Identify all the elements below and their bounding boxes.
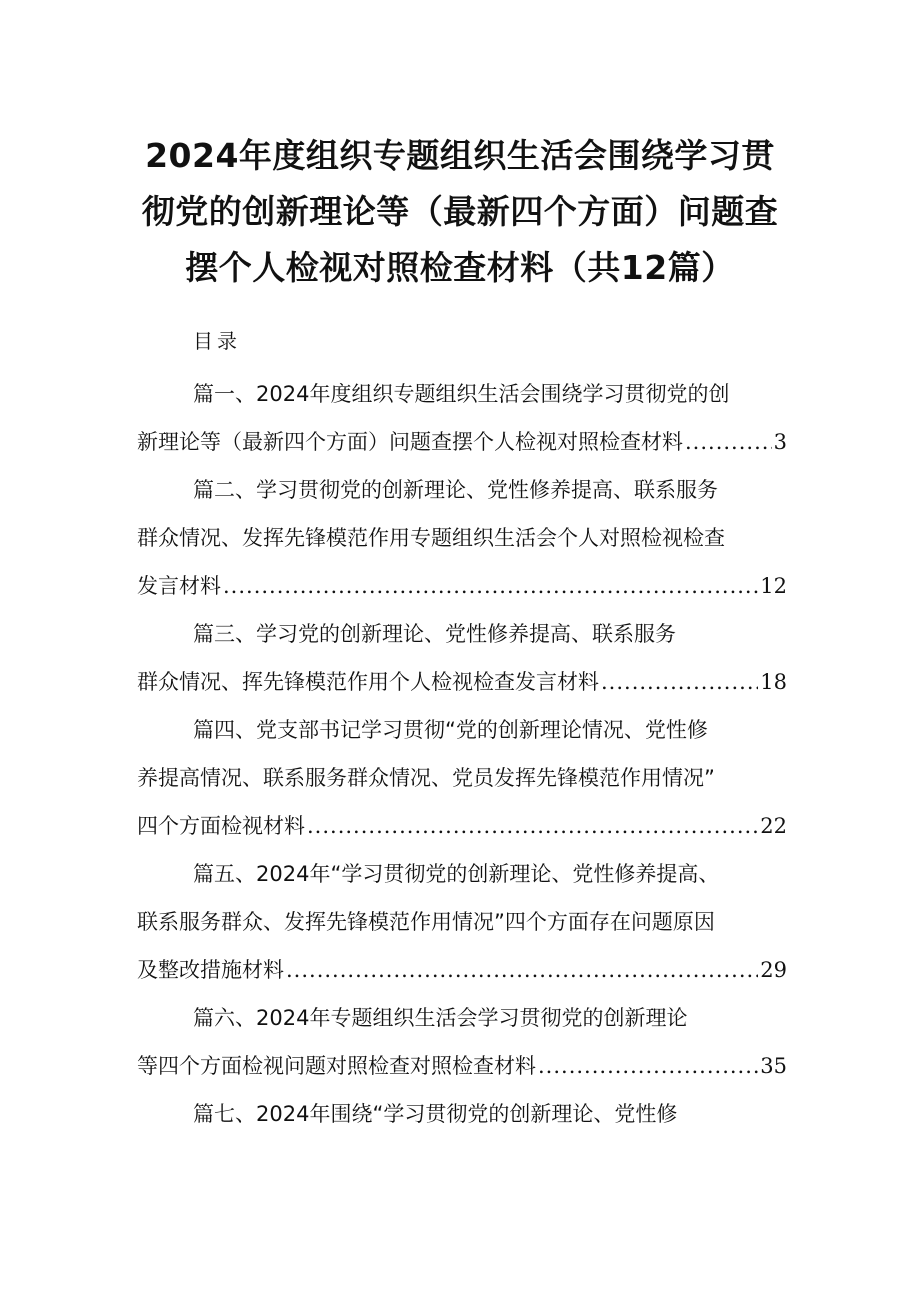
toc-entry-6[interactable] xyxy=(137,994,787,1090)
toc-page-number: 3 xyxy=(773,430,787,454)
toc-entry-3[interactable] xyxy=(137,610,787,706)
toc-entry-line: 联系服务群众、发挥先锋模范作用情况”四个方面存在问题原因 xyxy=(137,910,715,934)
toc-entry-last-line xyxy=(137,1042,787,1090)
dot-leader xyxy=(307,802,758,850)
toc-entry-line: 群众情况、发挥先锋模范作用专题组织生活会个人对照检视检查 xyxy=(137,526,725,550)
toc-entry-last-line xyxy=(137,418,787,466)
toc-entry-line: 篇六、2024年专题组织生活会学习贯彻党的创新理论 xyxy=(193,1006,688,1030)
toc-entry-text: 及整改措施材料 xyxy=(137,958,284,982)
toc-entry-1[interactable] xyxy=(137,370,787,466)
toc-entry-last-line xyxy=(137,802,787,850)
toc-entry-line: 养提高情况、联系服务群众情况、党员发挥先锋模范作用情况” xyxy=(137,766,715,790)
document-title xyxy=(120,128,800,296)
toc-entry-line: 篇四、党支部书记学习贯彻“党的创新理论情况、党性修 xyxy=(193,718,708,742)
toc-entry-last-line xyxy=(137,562,787,610)
toc-page-number: 35 xyxy=(760,1054,787,1078)
toc-entry-text: 四个方面检视材料 xyxy=(137,814,305,838)
title-line-1: 2024年度组织专题组织生活会围绕学习贯 xyxy=(145,136,775,175)
toc-entry-text: 发言材料 xyxy=(137,574,221,598)
toc-page-number: 18 xyxy=(760,670,787,694)
toc-page-number: 29 xyxy=(760,958,787,982)
toc-entry-line: 篇二、学习贯彻党的创新理论、党性修养提高、联系服务 xyxy=(193,478,718,502)
toc-entry-line: 篇三、学习党的创新理论、党性修养提高、联系服务 xyxy=(193,622,676,646)
dot-leader xyxy=(223,562,758,610)
toc-entry-text: 等四个方面检视问题对照检查对照检查材料 xyxy=(137,1054,536,1078)
title-line-2: 彻党的创新理论等（最新四个方面）问题查 xyxy=(141,192,779,231)
toc-entry-7[interactable] xyxy=(137,1090,787,1138)
toc-entry-line: 篇一、2024年度组织专题组织生活会围绕学习贯彻党的创 xyxy=(193,382,730,406)
title-line-3: 摆个人检视对照检查材料（共12篇） xyxy=(185,248,735,287)
dot-leader xyxy=(601,658,758,706)
toc-entry-last-line xyxy=(137,946,787,994)
toc-entry-line: 篇七、2024年围绕“学习贯彻党的创新理论、党性修 xyxy=(193,1102,678,1126)
toc-entry-5[interactable] xyxy=(137,850,787,994)
dot-leader xyxy=(286,946,758,994)
toc-entry-text: 新理论等（最新四个方面）问题查摆个人检视对照检查材料 xyxy=(137,430,683,454)
toc-page-number: 12 xyxy=(760,574,787,598)
dot-leader xyxy=(685,418,772,466)
dot-leader xyxy=(538,1042,758,1090)
toc-entry-4[interactable] xyxy=(137,706,787,850)
toc-entry-line: 篇五、2024年“学习贯彻党的创新理论、党性修养提高、 xyxy=(193,862,720,886)
toc-entry-2[interactable] xyxy=(137,466,787,610)
toc-page-number: 22 xyxy=(760,814,787,838)
toc-heading: 目录 xyxy=(193,329,241,353)
toc-entry-text: 群众情况、挥先锋模范作用个人检视检查发言材料 xyxy=(137,670,599,694)
toc-entry-last-line xyxy=(137,658,787,706)
